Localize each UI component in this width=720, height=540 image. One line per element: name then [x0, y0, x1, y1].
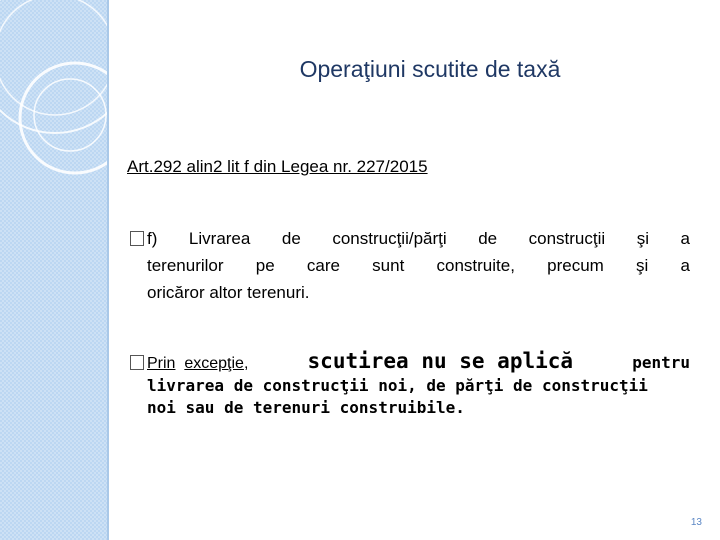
- box-bullet-icon: [130, 231, 144, 246]
- bullet-item-1: [130, 225, 690, 306]
- sidebar-edge: [107, 0, 109, 540]
- bullet-item-2: [130, 350, 690, 419]
- sidebar-decoration: [0, 0, 107, 540]
- prin-text: Prin: [147, 355, 176, 372]
- bullet-1-line-1: f) Livrarea de construcţii/părţi de construcţii şi a: [130, 225, 690, 252]
- bullet-1-line-3: oricăror altor terenuri.: [147, 283, 310, 302]
- bullet-2-line-1: Prin excepţie, scutirea nu se aplică pentru: [130, 350, 690, 375]
- bullet-2-line-2: livrarea de construcţii noi, de părţi de construcţii: [147, 376, 648, 395]
- bullet-1-line-2: terenurilor pe care sunt construite, precum şi a: [147, 256, 690, 275]
- law-reference: Art.292 alin2 lit f din Legea nr. 227/2015: [127, 157, 428, 176]
- bullet-2-line-3: noi sau de terenuri construibile.: [147, 398, 465, 417]
- page-number: 13: [690, 517, 702, 528]
- box-bullet-icon: [130, 355, 144, 370]
- emphasis-text: scutirea nu se aplică: [307, 349, 574, 373]
- exceptie-text: excepţie: [184, 355, 244, 372]
- pentru-text: pentru: [632, 353, 690, 372]
- circles-decoration: [0, 0, 107, 540]
- slide-title: Operaţiuni scutite de taxă: [299, 56, 561, 82]
